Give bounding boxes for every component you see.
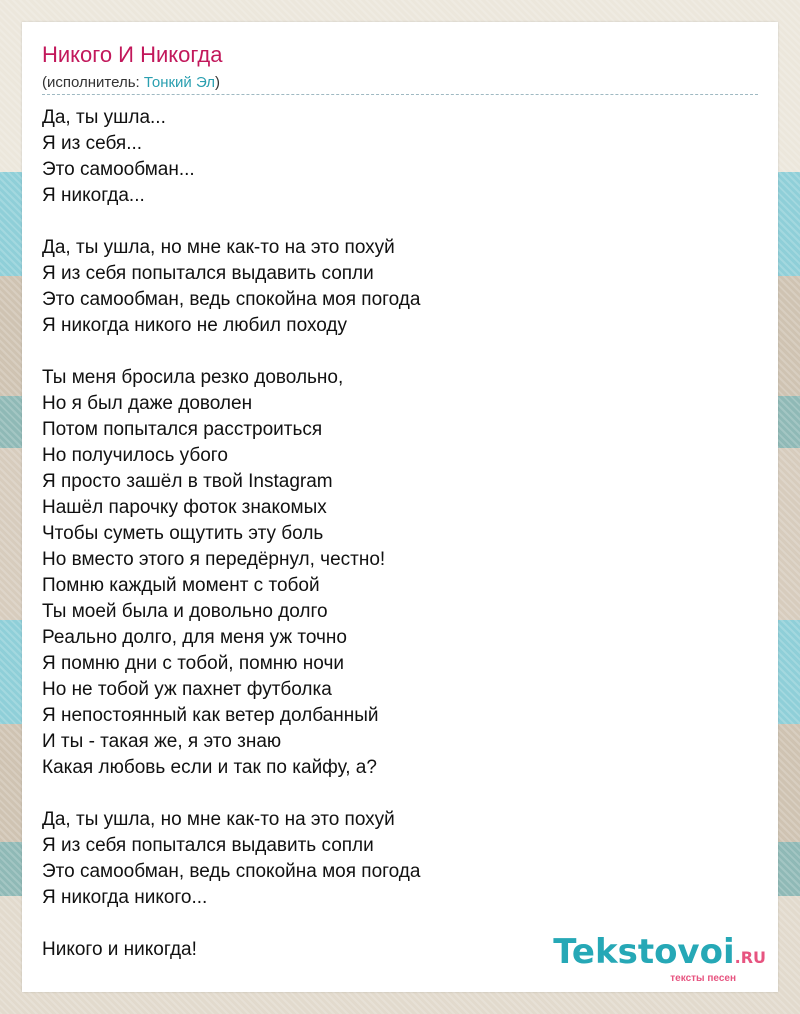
logo-tagline: тексты песен [670,973,736,984]
stanza [42,807,742,911]
lyric-line: Никого и никогда! [42,939,197,960]
lyric-line: Это самообман, ведь спокойна моя погода [42,289,421,310]
lyric-line: Реально долго, для меня уж точно [42,627,347,648]
artist-link[interactable]: Тонкий Эл [143,74,216,91]
artist-line [42,74,220,91]
lyrics-body [42,105,742,963]
logo-wordmark [553,932,766,975]
stanza [42,365,742,781]
lyric-line: Помню каждый момент с тобой [42,575,320,596]
lyric-line: Но я был даже доволен [42,393,253,414]
stanza [42,235,742,339]
artist-suffix: ) [215,74,221,91]
lyric-line: Ты моей была и довольно долго [42,601,328,622]
lyric-line: Это самообман... [42,159,195,180]
lyric-line: Чтобы суметь ощутить эту боль [42,523,324,544]
logo-tld: .RU [734,948,766,967]
lyric-line: Я из себя попытался выдавить сопли [42,263,374,284]
song-title: Никого И Никогда [42,42,223,67]
lyric-line: Я непостоянный как ветер долбанный [42,705,379,726]
lyric-line: Я никогда никого... [42,887,208,908]
divider [42,94,758,95]
lyric-line: Но получилось убого [42,445,228,466]
lyrics-card [22,22,778,992]
logo-name: Tekstovoi [553,932,735,972]
lyric-line: Я из себя... [42,133,143,154]
lyric-line: Я из себя попытался выдавить сопли [42,835,374,856]
lyric-line: Ты меня бросила резко довольно, [42,367,344,388]
lyric-line: Я просто зашёл в твой Instagram [42,471,333,492]
lyric-line: Это самообман, ведь спокойна моя погода [42,861,421,882]
lyric-line: Нашёл парочку фоток знакомых [42,497,327,518]
lyric-line: Да, ты ушла, но мне как-то на это похуй [42,809,395,830]
lyric-line: Но вместо этого я передёрнул, честно! [42,549,386,570]
lyric-line: Потом попытался расстроиться [42,419,323,440]
lyric-line: Какая любовь если и так по кайфу, а? [42,757,377,778]
lyric-line: И ты - такая же, я это знаю [42,731,282,752]
site-logo[interactable] [553,932,766,984]
lyric-line: Но не тобой уж пахнет футболка [42,679,332,700]
lyric-line: Да, ты ушла, но мне как-то на это похуй [42,237,395,258]
lyric-line: Я помню дни с тобой, помню ночи [42,653,344,674]
lyric-line: Да, ты ушла... [42,107,166,128]
lyric-line: Я никогда... [42,185,145,206]
lyric-line: Я никогда никого не любил походу [42,315,347,336]
artist-prefix: (исполнитель: [42,74,144,91]
stanza [42,105,742,209]
